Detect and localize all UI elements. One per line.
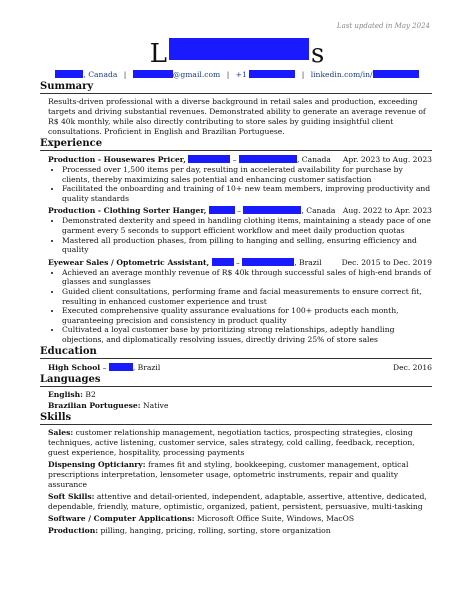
section-title-experience: Experience [40,139,432,151]
separator: | [226,70,230,79]
name-last-letter: s [310,39,325,69]
city-redaction [239,155,297,163]
bullet: • Guided client consultations, performing frame and facial measurements to ensure correct fit, resulting in enhanced customer experience and trust [62,287,432,306]
language-item: English: B2 [48,389,96,399]
degree: High School [48,362,101,372]
skill-item: Production: pilling, hanging, pricing, rolling, sorting, store organization [48,525,331,535]
skill-item: Software / Computer Applications: Microsoft Office Suite, Windows, MacOS [48,513,355,523]
job-title: Eyewear Sales / Optometric Assistant, [48,257,210,267]
job-bullets [48,216,432,254]
language-item: Brazilian Portuguese: Native [48,400,169,410]
linkedin-link[interactable]: linkedin.com/in/ [311,70,419,79]
separator: | [123,70,127,79]
education-entry: High School – , Brazil Dec. 2016 [48,362,432,372]
experience-entry [40,205,432,254]
email-link[interactable]: @gmail.com [133,70,220,79]
bullet: • Cultivated a loyal customer base by prioritizing strong relationships, adeptly handling objections, and diplomatically resolving issues, directly driving 25% of store sales [62,325,432,344]
last-updated: Last updated in May 2024 [336,22,430,30]
email-redaction [133,70,173,78]
city-redaction [55,70,83,78]
linkedin-redaction [373,70,419,78]
skill-item: Dispensing Opticianry: frames fit and styling, bookkeeping, customer management, optical prescriptions interpretation, lensometer usage, optometric instruments, repair and quality assurance [48,459,409,489]
name-redaction [169,38,309,60]
entry-header: Production - Clothing Sorter Hanger, – , Canada Aug. 2022 to Apr. 2023 [48,206,432,216]
name-first-initial: L [149,39,167,69]
entry-header: Eyewear Sales / Optometric Assistant, – , Brazil Dec. 2015 to Dec. 2019 [48,257,432,267]
section-title-summary: Summary [40,82,432,94]
bullet: • Processed over 1,500 items per day, resulting in accelerated availability for purchase by clients, thereby maximizing sales potential and enhancing customer satisfaction [62,165,432,184]
candidate-name [0,38,474,69]
bullet: • Achieved an average monthly revenue of R$ 40k through successful sales of high-end brands of glasses and sunglasses [62,268,432,287]
skill-item: Sales: customer relationship management, negotiation tactics, prospecting strategies, closing techniques, active listening, customer service, sales strategy, cold calling, feedback, reception, guest experience, hospitality, processing payments [48,427,415,457]
company-redaction [212,258,234,266]
summary-text: Results-driven professional with a diverse background in retail sales and production, exceeding targets and driving substantial revenues. Demonstrated ability to generate an average revenue of R$ 40k monthly, while also directly contributing to store sales by guiding insightful client consultations. Proficient in English and Brazilian Portuguese. [48,97,426,136]
location: , Canada [83,70,118,79]
job-location: , Canada [296,155,331,164]
city-redaction [243,206,301,214]
experience-entry [40,154,432,203]
school-redaction [109,363,133,371]
job-dates: Dec. 2015 to Dec. 2019 [341,257,432,267]
skill-item: Soft Skills: attentive and detail-oriented, independent, adaptable, assertive, attentive, dedicated, dependable, friendly, mature, optimistic, organized, patient, persistent, persuasive, multi-tasking [48,491,427,511]
job-bullets [48,268,432,345]
city-redaction [242,258,294,266]
phone-link[interactable]: +1 [236,70,296,79]
experience-entry [40,257,432,345]
job-dates: Aug. 2022 to Apr. 2023 [342,206,432,216]
resume-content [40,80,432,538]
job-title: Production - Clothing Sorter Hanger, [48,206,207,216]
company-redaction [188,155,230,163]
bullet: • Demonstrated dexterity and speed in handling clothing items, maintaining a steady pace of one garment every 5 seconds to support efficient workflow and meet daily production quotas [62,216,432,235]
job-location: , Brazil [294,257,322,267]
section-title-languages: Languages [40,375,432,387]
entry-header: Production - Housewares Pricer, – , Canada Apr. 2023 to Aug. 2023 [48,155,432,164]
job-location: , Canada [301,206,336,216]
school-location: , Brazil [132,362,161,372]
job-title: Production - Housewares Pricer, [48,155,186,164]
section-title-education: Education [40,347,432,359]
education-date: Dec. 2016 [393,362,432,372]
company-redaction [209,206,235,214]
job-bullets [48,165,432,203]
bullet: • Mastered all production phases, from pilling to hanging and selling, ensuring efficiency and quality [62,236,432,255]
bullet: • Executed comprehensive quality assurance evaluations for 100+ products each month, guaranteeing precision and consistency in product quality [62,306,432,325]
bullet: • Facilitated the onboarding and training of 10+ new team members, improving productivity and quality standards [62,184,432,203]
contact-line [0,70,474,80]
phone-redaction [249,70,295,78]
job-dates: Apr. 2023 to Aug. 2023 [342,155,432,164]
section-title-skills: Skills [40,413,432,425]
separator: | [301,70,305,79]
